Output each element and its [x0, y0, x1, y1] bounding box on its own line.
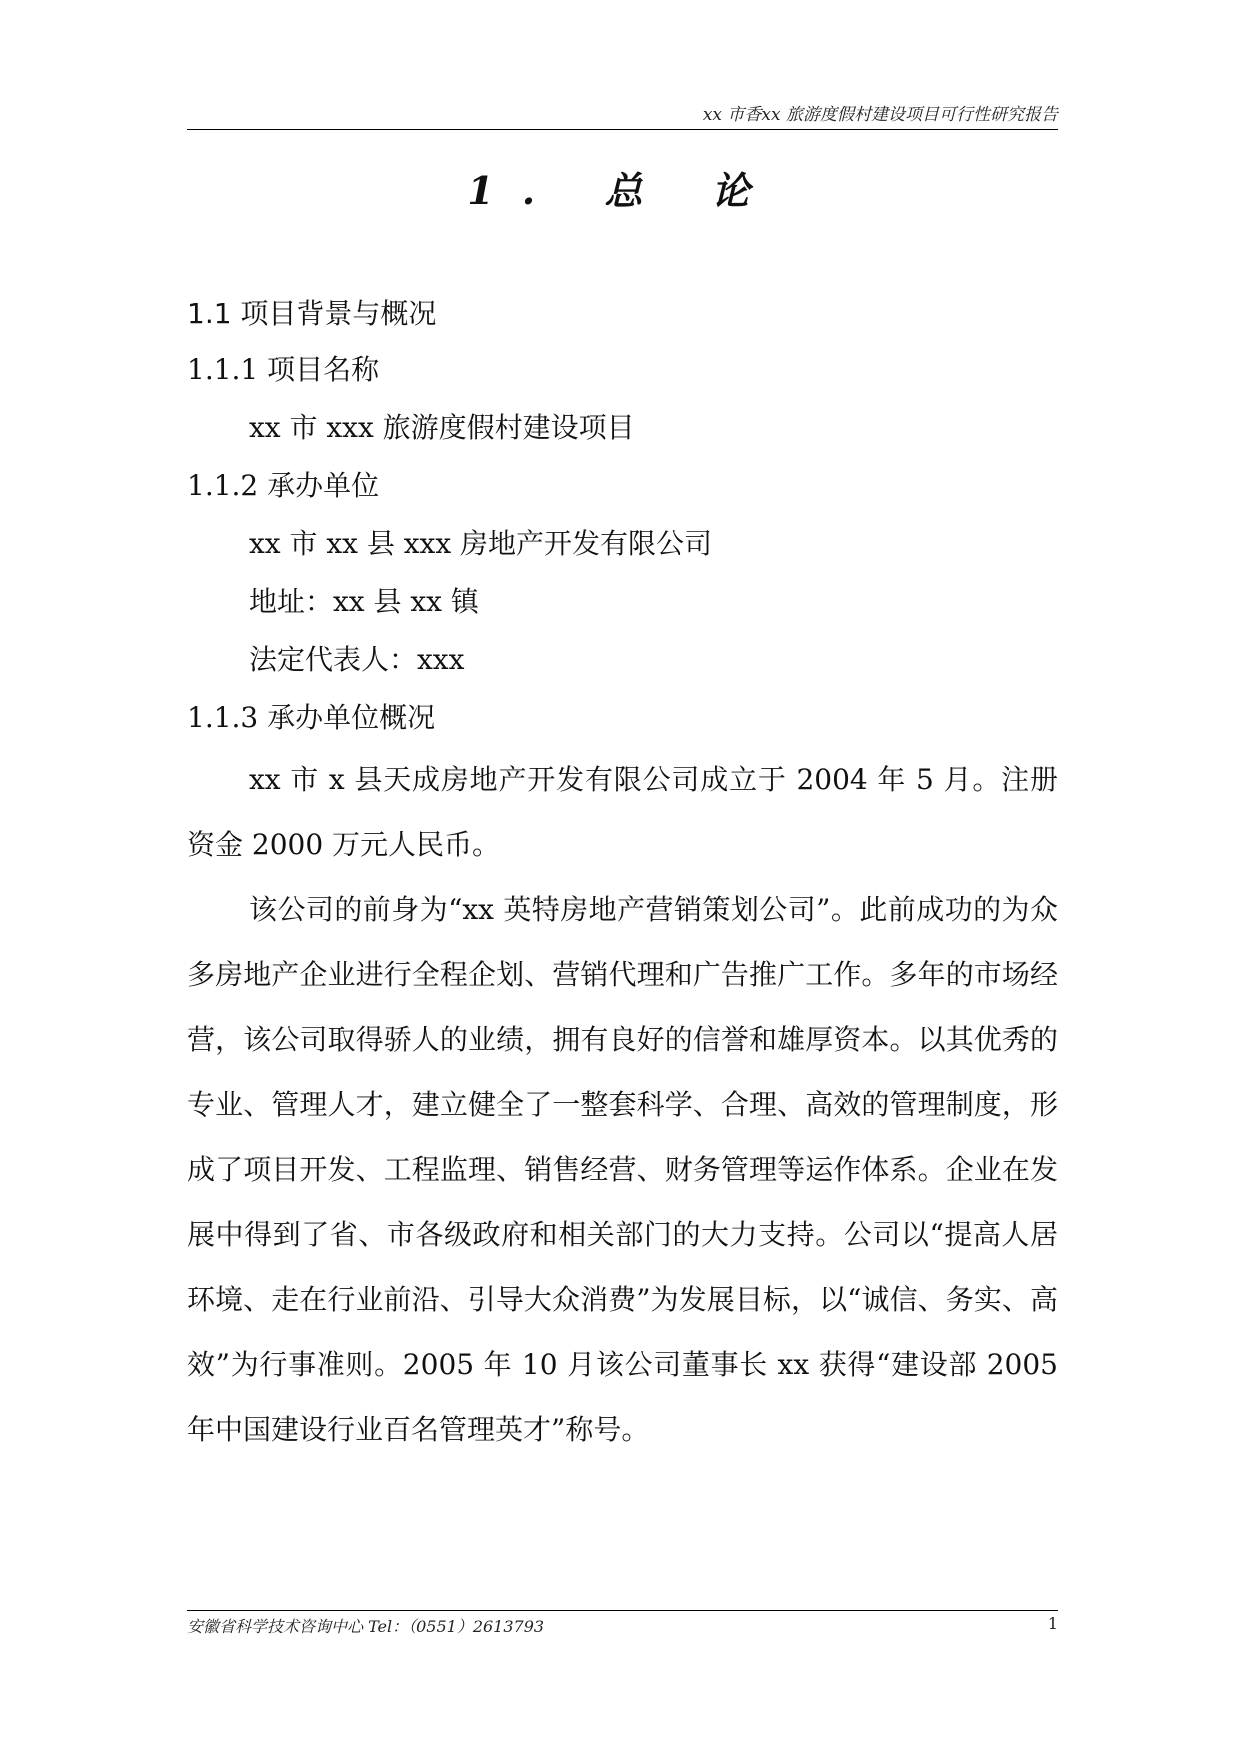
section-heading-1-1-1: 1.1.1 项目名称	[187, 353, 380, 386]
running-header: xx 市香xx 旅游度假村建设项目可行性研究报告	[702, 105, 1058, 125]
section-heading-1-1-3: 1.1.3 承办单位概况	[187, 701, 436, 734]
company-name: xx 市 xx 县 xxx 房地产开发有限公司	[249, 527, 713, 560]
company-overview-paragraph-1: xx 市 x 县天成房地产开发有限公司成立于 2004 年 5 月。注册资金 2000 万元人民币。	[187, 763, 1058, 861]
section-heading-1-1: 1.1 项目背景与概况	[187, 297, 437, 330]
footer-contact: 安徽省科学技术咨询中心 Tel：（0551）2613793	[187, 1617, 545, 1636]
company-address: 地址：xx 县 xx 镇	[249, 585, 479, 618]
company-overview-paragraph-2: 该公司的前身为“xx 英特房地产营销策划公司”。此前成功的为众多房地产企业进行全程企划、营销代理和广告推广工作。多年的市场经营，该公司取得骄人的业绩，拥有良好的信誉和雄厚资本。以其优秀的专业、管理人才，建立健全了一整套科学、合理、高效的管理制度，形成了项目开发、工程监理、销售经营、财务管理等运作体系。企业在发展中得到了省、市各级政府和相关部门的大力支持。公司以“提高人居环境、走在行业前沿、引导大众消费”为发展目标，以“诚信、务实、高效”为行事准则。2005 年 10 月该公司董事长 xx 获得“建设部 2005 年中国建设行业百名管理英才”称号。	[187, 893, 1058, 1446]
section-heading-1-1-2: 1.1.2 承办单位	[187, 469, 380, 502]
page-number: 1	[1047, 1614, 1058, 1633]
header-divider	[187, 129, 1058, 130]
legal-representative: 法定代表人：xxx	[249, 643, 465, 676]
project-name: xx 市 xxx 旅游度假村建设项目	[249, 411, 635, 444]
footer-divider	[187, 1610, 1058, 1611]
chapter-title: 1. 总 论	[467, 168, 778, 213]
